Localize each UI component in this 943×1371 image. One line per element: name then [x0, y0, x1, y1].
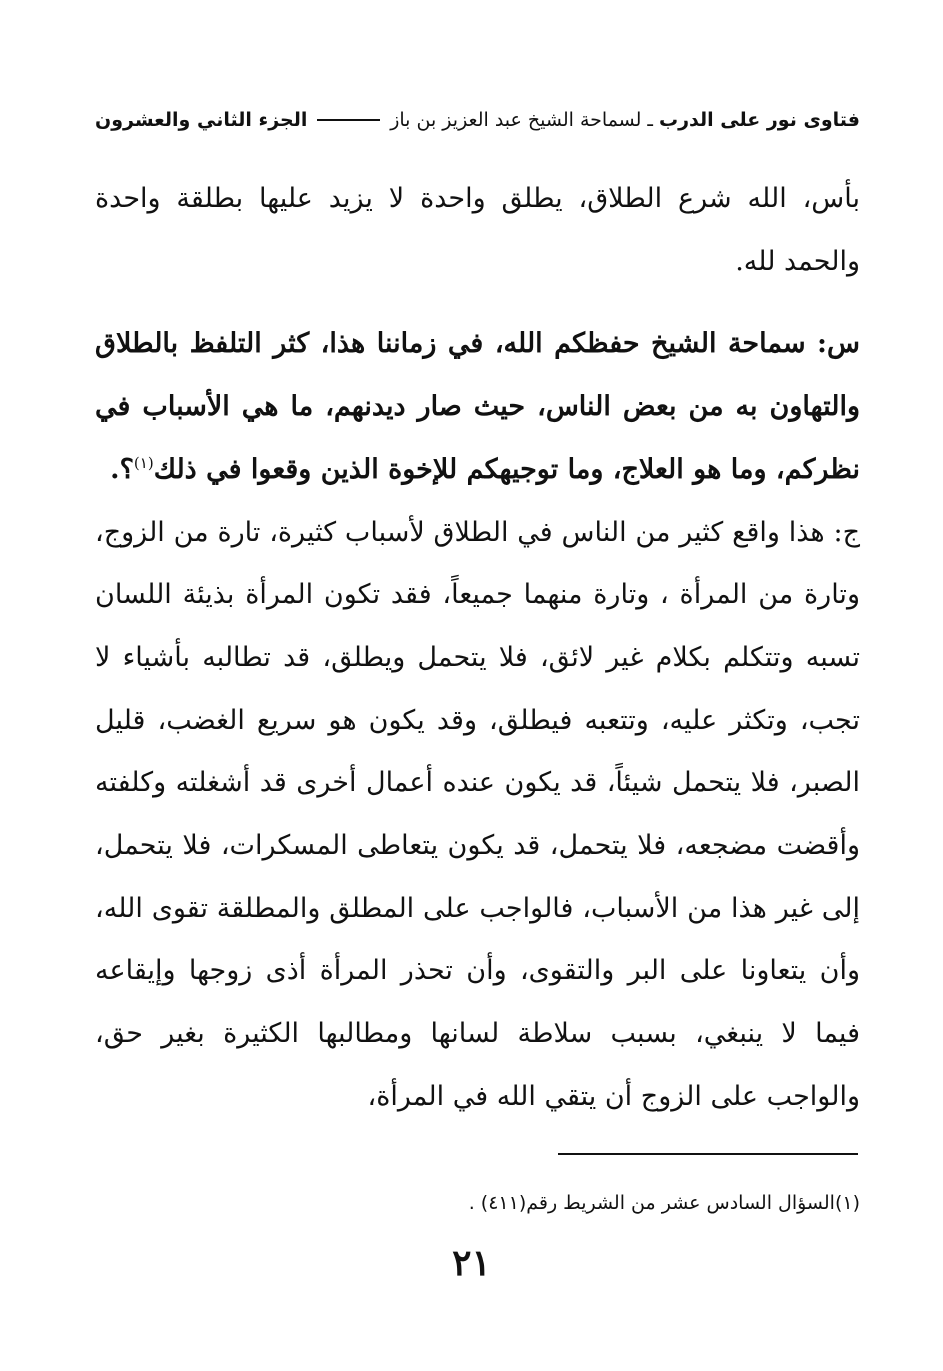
- part-title: الجزء الثاني والعشرون: [95, 109, 308, 131]
- answer-paragraph: ج: هذا واقع كثير من الناس في الطلاق لأسباب كثيرة، تارة من الزوج، وتارة من المرأة ، وتارة منهما جميعاً، فقد تكون المرأة بذيئة اللسان تسبه وتتكلم بكلام غير لائق، فلا يتحمل ويطلق، قد تطالبه بأشياء لا تجب، وتكثر عليه، وتتعبه فيطلق، وقد يكون هو سريع الغضب، قليل الصبر، فلا يتحمل شيئاً، قد يكون عنده أعمال أخرى قد أشغلته وكلفته وأقضت مضجعه، فلا يتحمل، قد يكون يتعاطى المسكرات، فلا يتحمل، إلى غير هذا من الأسباب، فالواجب على المطلق والمطلقة تقوى الله، وأن يتعاونا على البر والتقوى، وأن تحذر المرأة أذى زوجها وإيقاعه فيما لا ينبغي، بسبب سلاطة لسانها ومطالبها الكثيرة بغير حق، والواجب على الزوج أن يتقي الله في المرأة،: [95, 516, 861, 1112]
- footnote-reference[interactable]: (١): [133, 453, 154, 472]
- running-header: [95, 100, 860, 140]
- question-text: س: سماحة الشيخ حفظكم الله، في زماننا هذا، كثر التلفظ بالطلاق والتهاون به من بعض الناس، حيث صار ديدنهم، ما هي الأسباب في نظركم، وما هو العلاج، وما توجيهكم للإخوة الذين وقعوا في ذلك: [95, 328, 860, 485]
- header-separator: ـ: [647, 109, 653, 131]
- footnote: (١)السؤال السادس عشر من الشريط رقم(٤١١) .: [468, 1192, 860, 1214]
- question-paragraph: [95, 313, 860, 501]
- question-end: ؟.: [110, 453, 134, 485]
- author-name: لسماحة الشيخ عبد العزيز بن باز: [390, 109, 642, 131]
- book-title: فتاوى نور على الدرب: [659, 109, 860, 131]
- answer-continuation: بأس، الله شرع الطلاق، يطلق واحدة لا يزيد عليها بطلقة واحدة والحمد لله.: [95, 183, 860, 277]
- footnote-divider: [558, 1153, 858, 1155]
- body-text: [95, 168, 860, 1129]
- header-rule: [317, 119, 380, 121]
- page-number: ٢١: [452, 1242, 491, 1284]
